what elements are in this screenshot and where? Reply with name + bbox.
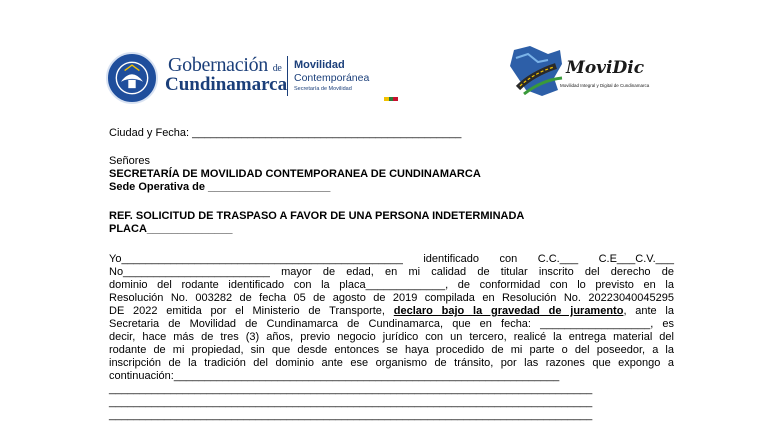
blank-line: _______________________________________________________________________________ [109, 409, 593, 421]
city-date-field [109, 127, 674, 140]
movidic-name: MoviDic [566, 58, 645, 78]
blank-line: _______________________________________________________________________________ [109, 396, 593, 408]
paragraph-line: Yo______________________________________________ identificado con C.C.___ C.E___C.V.___ [109, 253, 674, 265]
city-date-text: Ciudad y Fecha: ____________________________________________ [109, 127, 462, 139]
paragraph-line [109, 305, 674, 318]
gobernacion-title: Gobernación de [168, 54, 282, 76]
paragraph-line: dominio del rodante identificado con la placa_____________, de conformidad con lo previsto en la [109, 279, 674, 291]
blank-line: _______________________________________________________________________________ [109, 383, 593, 395]
paragraph-fragment: , ante la [623, 305, 674, 317]
paragraph-line: No________________________ mayor de edad, en mi calidad de titular inscrito del derecho de [109, 266, 674, 278]
reference-plate: PLACA______________ [109, 223, 233, 235]
paragraph-fragment: DE 2022 emitida por el Ministerio de Transporte, [109, 305, 385, 317]
movidic-subtitle: Movilidad Integral y Digital de Cundinamarca [560, 83, 650, 88]
letterhead [0, 0, 784, 120]
gobernacion-seal-icon [106, 52, 158, 104]
reference-block [109, 210, 674, 236]
gobernacion-name: Cundinamarca [165, 74, 288, 95]
movilidad-title: Movilidad [294, 59, 345, 71]
movilidad-secretaria: Secretaría de Movilidad [294, 86, 352, 92]
paragraph-line: Secretaria de Movilidad de Cundinamarca de Cundinamarca, que en fecha: __________________, es [109, 318, 674, 330]
flag-icon [384, 88, 398, 92]
salutation: Señores [109, 155, 150, 167]
logo-divider [287, 56, 288, 96]
paragraph-line: inscripción de la tradición del dominio ante ese organismo de tránsito, por las razones que expongo a [109, 357, 674, 369]
sede-operativa: Sede Operativa de ____________________ [109, 181, 331, 193]
paragraph-line: continuación:_______________________________________________________________ [109, 370, 560, 382]
movilidad-subtitle: Contemporánea [294, 72, 370, 84]
reference-title: REF. SOLICITUD DE TRASPASO A FAVOR DE UNA PERSONA INDETERMINADA [109, 210, 525, 222]
paragraph-line: decir, hace más de tres (3) años, previo negocio jurídico con un tercero, realicé la entrega material del [109, 331, 674, 343]
recipient-name: SECRETARÍA DE MOVILIDAD CONTEMPORANEA DE CUNDINAMARCA [109, 168, 481, 180]
recipient-block [109, 155, 674, 194]
paragraph-line: rodante de mi propiedad, sin que desde entonces se haya procedido de mi parte o del poseedor, a la [109, 344, 674, 356]
oath-phrase: declaro bajo la gravedad de juramento [393, 305, 624, 317]
declaration-paragraph [109, 253, 674, 422]
paragraph-line: Resolución No. 003282 de fecha 05 de agosto de 2019 compilada en Resolución No. 20223040045295 [109, 292, 674, 304]
